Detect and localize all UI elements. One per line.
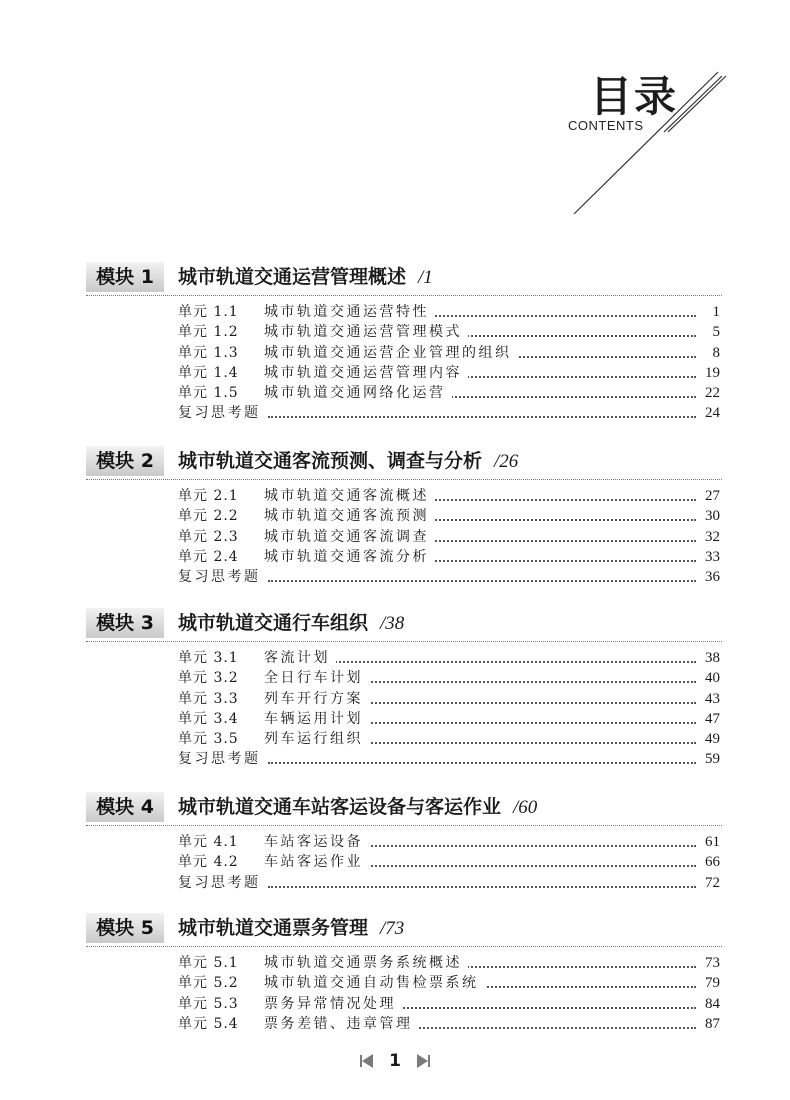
- entry-title: 城市轨道交通自动售检票系统: [264, 973, 485, 993]
- entry-page: 43: [699, 689, 720, 709]
- entry-page: 87: [699, 1014, 720, 1034]
- module-page: /73: [380, 918, 405, 939]
- entry-page: 24: [699, 403, 720, 423]
- module-label: 模块 1: [86, 262, 164, 292]
- module-page: /26: [494, 451, 519, 472]
- entry-title: 城市轨道交通运营管理内容: [264, 363, 468, 383]
- entry-list: [0, 480, 790, 587]
- page-number: 1: [389, 1050, 401, 1071]
- entry-title: 复习思考题: [178, 403, 267, 423]
- module-title-text: 城市轨道交通客流预测、调查与分析: [178, 450, 483, 472]
- entry-unit: 单元 2.4: [178, 548, 239, 565]
- toc-entry[interactable]: [0, 832, 790, 852]
- entry-unit: 单元 3.1: [178, 650, 239, 666]
- entry-list: [0, 642, 790, 770]
- review-entry[interactable]: [0, 873, 790, 893]
- entry-unit: 单元 4.1: [178, 834, 239, 850]
- entry-list: [0, 826, 790, 893]
- entry-title: 票务差错、违章管理: [264, 1014, 419, 1034]
- leader-dots: [268, 416, 696, 418]
- module-block: [0, 608, 790, 770]
- entry-title: 复习思考题: [178, 567, 267, 587]
- module-title-text: 城市轨道交通票务管理: [178, 917, 369, 939]
- entry-page: 61: [699, 832, 720, 852]
- entry-title: 列车运行组织: [264, 729, 369, 749]
- entry-title: 车辆运用计划: [264, 709, 369, 729]
- entry-unit: 单元 1.3: [178, 344, 239, 361]
- module-title: [178, 262, 433, 292]
- toc-entry[interactable]: [0, 953, 790, 973]
- toc-entry[interactable]: [0, 994, 790, 1014]
- module-block: [0, 913, 790, 1034]
- module-heading[interactable]: [0, 608, 790, 642]
- entry-page: 47: [699, 709, 720, 729]
- toc-entry[interactable]: [0, 486, 790, 506]
- entry-unit: 单元 2.1: [178, 488, 239, 504]
- entry-title: 复习思考题: [178, 749, 267, 769]
- leader-dots: [268, 580, 696, 582]
- toc-entry[interactable]: [0, 506, 790, 526]
- module-title-text: 城市轨道交通车站客运设备与客运作业: [178, 796, 502, 818]
- entry-unit: 单元 3.5: [178, 731, 239, 748]
- entry-unit: 单元 5.1: [178, 955, 239, 971]
- toc-entry[interactable]: [0, 729, 790, 749]
- entry-page: 66: [699, 852, 720, 872]
- entry-page: 5: [707, 322, 721, 342]
- entry-page: 59: [699, 749, 720, 769]
- module-block: [0, 262, 790, 424]
- entry-page: 36: [699, 567, 720, 587]
- toc-entry[interactable]: [0, 648, 790, 668]
- review-entry[interactable]: [0, 403, 790, 423]
- entry-title: 车站客运设备: [264, 832, 369, 852]
- toc-entry[interactable]: [0, 668, 790, 688]
- entry-page: 32: [699, 527, 720, 547]
- entry-title: 城市轨道交通客流分析: [264, 547, 435, 567]
- toc-entry[interactable]: [0, 343, 790, 363]
- triangle-left-icon: [360, 1053, 374, 1069]
- module-block: [0, 792, 790, 893]
- entry-title: 客流计划: [264, 648, 336, 668]
- entry-unit: 单元 1.1: [178, 304, 239, 320]
- entry-unit: 单元 1.2: [178, 324, 239, 341]
- entry-title: 票务异常情况处理: [264, 994, 402, 1014]
- module-heading[interactable]: [0, 262, 790, 296]
- triangle-right-icon: [416, 1053, 430, 1069]
- toc-entry[interactable]: [0, 852, 790, 872]
- toc-entry[interactable]: [0, 363, 790, 383]
- entry-title: 城市轨道交通运营管理模式: [264, 322, 468, 342]
- entry-title: 城市轨道交通运营企业管理的组织: [264, 343, 518, 363]
- entry-page: 84: [699, 994, 720, 1014]
- entry-unit: 单元 3.4: [178, 710, 239, 727]
- toc-entry[interactable]: [0, 322, 790, 342]
- entry-unit: 单元 2.3: [178, 528, 239, 545]
- toc-entry[interactable]: [0, 547, 790, 567]
- entry-list: [0, 296, 790, 424]
- page-title: 目录: [589, 72, 678, 121]
- entry-page: 40: [699, 668, 720, 688]
- review-entry[interactable]: [0, 567, 790, 587]
- entry-title: 城市轨道交通客流概述: [264, 486, 435, 506]
- entry-page: 19: [699, 363, 720, 383]
- module-title: [178, 608, 404, 638]
- entry-unit: 单元 3.2: [178, 670, 239, 687]
- entry-title: 城市轨道交通网络化运营: [264, 383, 452, 403]
- toc-entry[interactable]: [0, 383, 790, 403]
- module-page: /38: [380, 613, 405, 634]
- toc-entry[interactable]: [0, 689, 790, 709]
- module-label: 模块 4: [86, 792, 164, 822]
- entry-page: 33: [699, 547, 720, 567]
- entry-page: 30: [699, 506, 720, 526]
- module-block: [0, 446, 790, 587]
- entry-unit: 单元 1.5: [178, 385, 239, 402]
- entry-page: 49: [699, 729, 720, 749]
- contents-header: [0, 0, 790, 230]
- leader-dots: [268, 886, 696, 888]
- module-title: [178, 446, 518, 476]
- module-title: [178, 792, 537, 822]
- module-label: 模块 3: [86, 608, 164, 638]
- entry-page: 38: [699, 648, 720, 668]
- entry-title: 城市轨道交通客流调查: [264, 527, 435, 547]
- review-entry[interactable]: [0, 749, 790, 769]
- toc-entry[interactable]: [0, 302, 790, 322]
- module-heading[interactable]: [0, 913, 790, 947]
- entry-title: 城市轨道交通客流预测: [264, 506, 435, 526]
- entry-title: 复习思考题: [178, 873, 267, 893]
- entry-page: 72: [699, 873, 720, 893]
- entry-page: 8: [707, 343, 721, 363]
- module-label: 模块 2: [86, 446, 164, 476]
- entry-page: 73: [699, 953, 720, 973]
- entry-title: 列车开行方案: [264, 689, 369, 709]
- entry-page: 79: [699, 973, 720, 993]
- leader-dots: [268, 762, 696, 764]
- toc-entry[interactable]: [0, 709, 790, 729]
- entry-unit: 单元 2.2: [178, 508, 239, 525]
- entry-title: 城市轨道交通票务系统概述: [264, 953, 468, 973]
- page-footer: [0, 1050, 790, 1080]
- entry-title: 全日行车计划: [264, 668, 369, 688]
- entry-unit: 单元 5.2: [178, 975, 239, 992]
- module-heading[interactable]: [0, 792, 790, 826]
- entry-title: 城市轨道交通运营特性: [264, 302, 435, 322]
- module-heading[interactable]: [0, 446, 790, 480]
- entry-unit: 单元 1.4: [178, 364, 239, 381]
- entry-list: [0, 947, 790, 1034]
- module-page: /60: [513, 797, 538, 818]
- toc-entry[interactable]: [0, 973, 790, 993]
- entry-unit: 单元 5.4: [178, 1015, 239, 1032]
- module-label: 模块 5: [86, 913, 164, 943]
- module-page: /1: [418, 267, 433, 288]
- entry-page: 1: [707, 302, 721, 322]
- entry-page: 27: [699, 486, 720, 506]
- entry-unit: 单元 3.3: [178, 690, 239, 707]
- module-title-text: 城市轨道交通行车组织: [178, 612, 369, 634]
- entry-unit: 单元 5.3: [178, 995, 239, 1012]
- entry-unit: 单元 4.2: [178, 854, 239, 871]
- page-subtitle: CONTENTS: [568, 118, 644, 133]
- entry-page: 22: [699, 383, 720, 403]
- entry-title: 车站客运作业: [264, 852, 369, 872]
- module-title: [178, 913, 404, 943]
- toc-entry[interactable]: [0, 527, 790, 547]
- module-title-text: 城市轨道交通运营管理概述: [178, 266, 407, 288]
- toc-entry[interactable]: [0, 1014, 790, 1034]
